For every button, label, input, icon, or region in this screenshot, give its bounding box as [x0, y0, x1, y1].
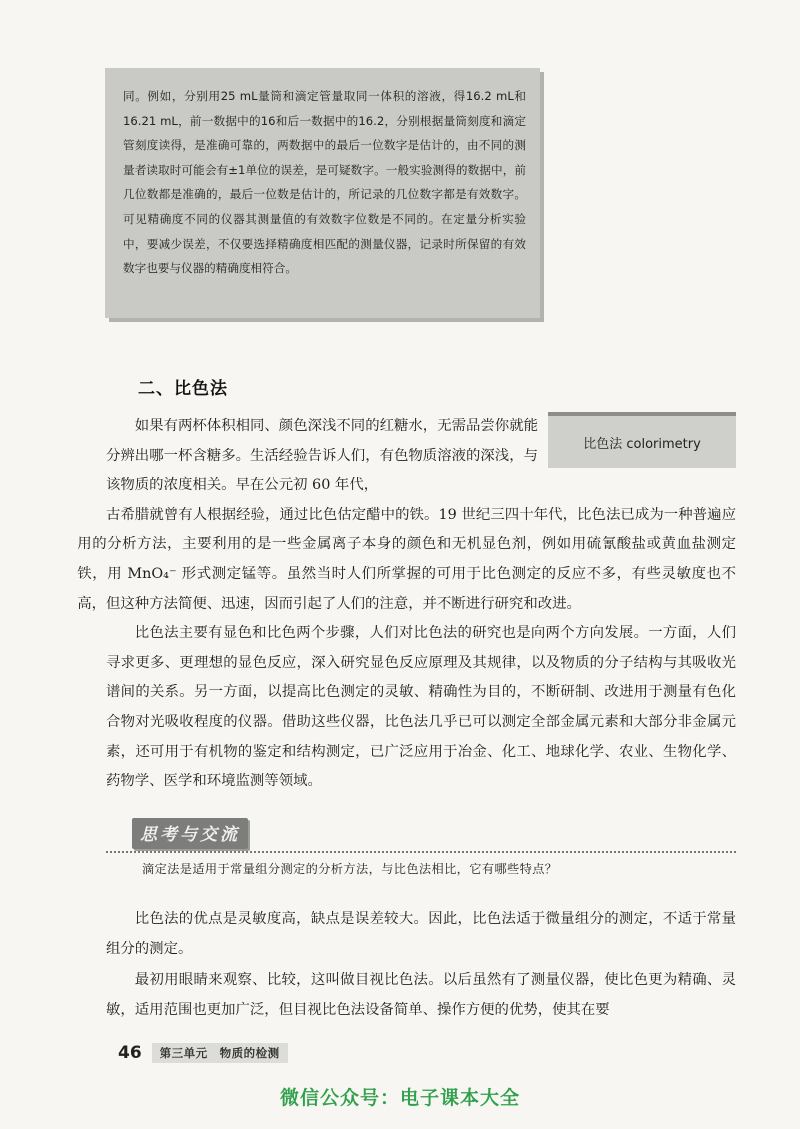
paragraph-1-wrap-part: 如果有两杯体积相同、颜色深浅不同的红糖水，无需品尝你就能分辨出哪一杯含糖多。生活经验告诉人们，有色物质溶液的深浅，与该物质的浓度相关。早在公元初 60 年代，	[106, 418, 538, 494]
note-box-text: 同。例如，分别用25 mL量筒和滴定管量取同一体积的溶液，得16.2 mL和16.21 mL，前一数据中的16和后一数据中的16.2，分别根据量筒刻度和滴定管刻度读得，是准确可靠的，两数据中的最后一位数字是估计的，由不同的测量者读取时可能会有±1单位的误差，是可疑数字。一般实验测得的数据中，前几位数都是准确的，最后一位数是估计的，所记录的几位数字都是有效数字。可见精确度不同的仪器其测量值的有效数字位数是不同的。在定量分析实验中，要减少误差，不仅要选择精确度相匹配的测量仪器，记录时所保留的有效数字也要与仪器的精确度相符合。	[123, 89, 526, 276]
paragraph-1-rest: 古希腊就曾有人根据经验，通过比色估定醋中的铁。19 世纪三四十年代，比色法已成为一种普遍应用的分析方法，主要利用的是一些金属离子本身的颜色和无机显色剂，例如用硫氰酸盐或黄血盐测定铁，用 MnO₄⁻ 形式测定锰等。虽然当时人们所掌握的可用于比色测定的反应不多，有些灵敏度也不高，但这种方法简便、迅速，因而引起了人们的注意，并不断进行研究和改进。	[77, 506, 736, 612]
paragraph-1	[77, 412, 736, 619]
note-box	[105, 68, 540, 318]
watermark: 微信公众号：电子课本大全	[279, 1087, 520, 1109]
body-text-lower	[106, 905, 736, 1025]
discussion-question: 滴定法是适用于常量组分测定的分析方法，与比色法相比，它有哪些特点？	[142, 862, 558, 876]
paragraph-4: 最初用眼睛来观察、比较，这叫做目视比色法。以后虽然有了测量仪器，使比色更为精确、灵敏，适用范围也更加广泛，但目视比色法设备简单、操作方便的优势，使其在要	[106, 972, 736, 1018]
section-heading: 二、比色法	[138, 379, 228, 399]
page-number: 46	[118, 1043, 142, 1063]
dotted-divider	[106, 851, 736, 853]
paragraph-2: 比色法主要有显色和比色两个步骤，人们对比色法的研究也是向两个方向发展。一方面，人们寻求更多、更理想的显色反应，深入研究显色反应原理及其规律，以及物质的分子结构与其吸收光谱间的关系。另一方面，以提高比色测定的灵敏、精确性为目的，不断研制、改进用于测量有色化合物对光吸收程度的仪器。借助这些仪器，比色法几乎已可以测定全部金属元素和大部分非金属元素，还可用于有机物的鉴定和结构测定，已广泛应用于冶金、化工、地球化学、农业、生物化学、药物学、医学和环境监测等领域。	[106, 625, 736, 790]
paragraph-3: 比色法的优点是灵敏度高，缺点是误差较大。因此，比色法适于微量组分的测定，不适于常量组分的测定。	[106, 911, 736, 957]
unit-label: 第三单元 物质的检测	[152, 1043, 288, 1063]
margin-term-label: 比色法 colorimetry	[583, 436, 701, 452]
think-and-discuss-tag: 思考与交流	[132, 818, 248, 849]
body-text	[77, 412, 736, 797]
page-footer	[118, 1043, 288, 1063]
